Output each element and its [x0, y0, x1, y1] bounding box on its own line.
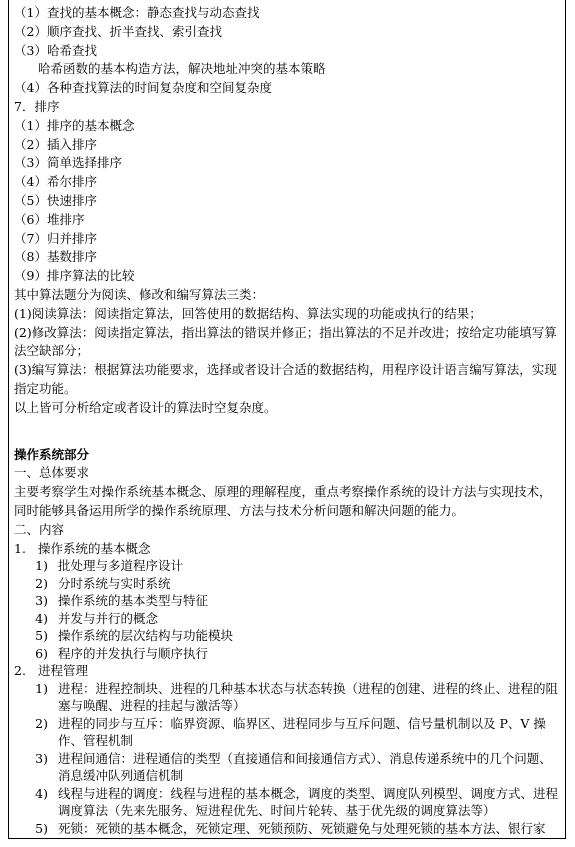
list-item-num: 3) [35, 593, 48, 609]
list-item-num: 5) [35, 628, 48, 644]
list-item-num: 2) [35, 715, 48, 731]
sort-item-9: （9）排序算法的比较 [14, 268, 135, 284]
list-item-num: 4) [35, 785, 48, 801]
sort-item-2: （2）插入排序 [14, 136, 97, 152]
list-item-text: 操作系统的层次结构与功能模块 [58, 628, 234, 644]
os-heading: 操作系统部分 [14, 446, 90, 462]
list-item-num: 4) [35, 610, 48, 626]
list-item-num: 1) [35, 558, 48, 574]
hash-desc: 哈希函数的基本构造方法，解决地址冲突的基本策略 [38, 61, 326, 77]
list-item-text: 分时系统与实时系统 [58, 575, 171, 591]
list-item [14, 557, 559, 575]
sort-item-4: （4）希尔排序 [14, 174, 97, 190]
search-item-4: （4）各种查找算法的时间复杂度和空间复杂度 [14, 80, 272, 96]
list-item-text: 死锁：死锁的基本概念，死锁定理、死锁预防、死锁避免与处理死锁的基本方法、银行家 [58, 820, 546, 836]
list-item [14, 645, 559, 663]
list-item [14, 610, 559, 628]
list-item-text: 进程的同步与互斥：临界资源、临界区、进程同步与互斥问题、信号量机制以及 P、V 操作、管程机制 [58, 715, 546, 749]
list-item-num: 6) [35, 645, 48, 661]
list-item [14, 785, 559, 820]
list-item [14, 715, 559, 750]
list-item-text: 批处理与多道程序设计 [58, 558, 184, 574]
spacer [14, 418, 559, 446]
sort-title: 7．排序 [14, 98, 60, 114]
list-item [14, 680, 559, 715]
sort-item-1: （1）排序的基本概念 [14, 117, 135, 133]
section-2-num: 2. [14, 663, 26, 679]
section-1-num: 1. [14, 540, 26, 556]
section-1-title: 操作系统的基本概念 [38, 540, 151, 556]
section-1 [14, 540, 559, 558]
content-title: 二、内容 [14, 521, 65, 537]
section-2 [14, 662, 559, 680]
algo-write: (3)编写算法：根据算法功能要求，选择或者设计合适的数据结构，用程序设计语言编写算法，实现指定功能。 [14, 362, 557, 396]
list-item-text: 操作系统的基本类型与特征 [58, 593, 209, 609]
list-item-text: 线程与进程的调度：线程与进程的基本概念，调度的类型、调度队列模型、调度方式、进程调度算法（先来先服务、短进程优先、时间片轮转、基于优先级的调度算法等） [58, 785, 559, 819]
search-item-1: （1）查找的基本概念：静态查找与动态查找 [14, 5, 260, 20]
list-item [14, 750, 559, 785]
sort-item-7: （7）归并排序 [14, 230, 97, 246]
sort-item-5: （5）快速排序 [14, 192, 97, 208]
list-item [14, 627, 559, 645]
search-item-2: （2）顺序查找、折半查找、索引查找 [14, 23, 222, 39]
document-body [14, 4, 559, 837]
list-item-text: 程序的并发执行与顺序执行 [58, 645, 209, 661]
list-item [14, 575, 559, 593]
list-item [14, 592, 559, 610]
sort-item-6: （6）堆排序 [14, 211, 85, 227]
list-item [14, 820, 559, 838]
sort-item-8: （8）基数排序 [14, 249, 97, 265]
list-item-num: 2) [35, 575, 48, 591]
sort-item-3: （3）简单选择排序 [14, 155, 122, 171]
list-item-text: 进程间通信：进程通信的类型（直接通信和间接通信方式）、消息传递系统中的几个问题、消息缓冲队列通信机制 [58, 750, 552, 784]
search-item-3: （3）哈希查找 [14, 42, 97, 58]
general-text: 主要考察学生对操作系统基本概念、原理的理解程度，重点考察操作系统的设计方法与实现技术，同时能够具备运用所学的操作系统原理、方法与技术分析问题和解决问题的能力。 [14, 484, 552, 518]
list-item-text: 并发与并行的概念 [58, 610, 159, 626]
list-item-text: 进程：进程控制块、进程的几种基本状态与状态转换（进程的创建、进程的终止、进程的阻塞与唤醒、进程的挂起与激活等） [58, 680, 559, 714]
list-item-num: 1) [35, 680, 48, 696]
algo-modify: (2)修改算法：阅读指定算法，指出算法的错误并修正；指出算法的不足并改进；按给定功能填写算法空缺部分； [14, 324, 557, 359]
algo-read: (1)阅读算法：阅读指定算法，回答使用的数据结构、算法实现的功能或执行的结果； [14, 305, 482, 321]
list-item-num: 5) [35, 820, 48, 836]
algo-intro: 其中算法题分为阅读、修改和编写算法三类： [14, 286, 265, 302]
section-2-title: 进程管理 [38, 663, 89, 679]
algo-outro: 以上皆可分析给定或者设计的算法时空复杂度。 [14, 399, 277, 415]
list-item-num: 3) [35, 750, 48, 766]
general-title: 一、总体要求 [14, 465, 90, 481]
